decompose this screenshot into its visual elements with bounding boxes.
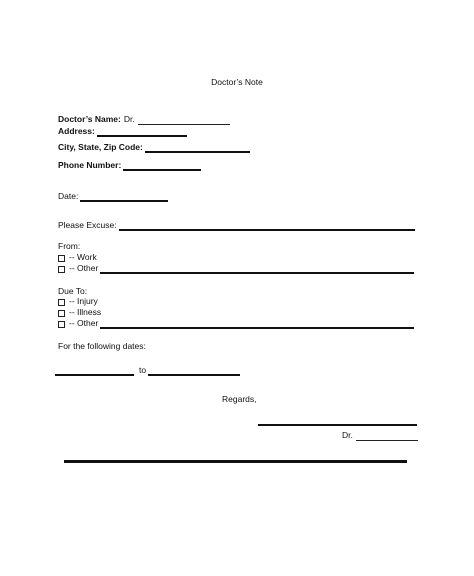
due-to-option-other[interactable] [58, 318, 414, 329]
phone-row [58, 160, 201, 171]
address-label: Address: [58, 126, 95, 136]
please-excuse-field[interactable] [119, 220, 415, 231]
due-to-option-illness-label: -- Illness [69, 307, 102, 317]
from-label: From: [58, 241, 81, 251]
due-to-label: Due To: [58, 286, 88, 296]
dr-name-field[interactable] [356, 431, 418, 441]
start-date-field[interactable] [55, 365, 134, 376]
following-dates-row [58, 341, 146, 352]
city-state-zip-field[interactable] [145, 142, 250, 153]
city-state-zip-label: City, State, Zip Code: [58, 142, 143, 152]
end-date-field[interactable] [148, 365, 240, 376]
dr-label: Dr. [342, 430, 353, 440]
regards-label: Regards, [222, 394, 257, 404]
document-title: Doctor’s Note [211, 77, 263, 87]
phone-field[interactable] [123, 160, 201, 171]
from-row [58, 241, 80, 252]
date-row [58, 191, 168, 202]
from-other-checkbox[interactable] [58, 266, 65, 273]
dr-signature-row [342, 430, 418, 441]
doctor-name-label: Doctor’s Name: [58, 114, 121, 124]
due-other-checkbox[interactable] [58, 321, 65, 328]
city-state-zip-row [58, 142, 250, 153]
to-label: to [139, 365, 147, 375]
please-excuse-label: Please Excuse: [58, 220, 117, 230]
date-label: Date: [58, 191, 79, 201]
illness-checkbox[interactable] [58, 310, 65, 317]
injury-checkbox[interactable] [58, 299, 65, 306]
address-field[interactable] [97, 126, 187, 137]
from-option-other[interactable] [58, 263, 414, 274]
following-dates-label: For the following dates: [58, 341, 146, 351]
please-excuse-row [58, 220, 415, 231]
signature-line[interactable] [258, 424, 417, 426]
doctor-name-row [58, 114, 230, 125]
from-other-field[interactable] [100, 263, 414, 274]
from-option-other-label: -- Other [69, 263, 99, 273]
due-to-option-injury-label: -- Injury [69, 296, 98, 306]
due-to-option-illness[interactable] [58, 307, 101, 318]
bottom-divider [64, 460, 407, 463]
doctor-name-field[interactable] [138, 115, 230, 125]
phone-label: Phone Number: [58, 160, 122, 170]
work-checkbox[interactable] [58, 255, 65, 262]
due-to-option-injury[interactable] [58, 296, 98, 307]
due-to-option-other-label: -- Other [69, 318, 99, 328]
date-range-row [55, 365, 240, 376]
doctor-name-prefix: Dr. [123, 114, 135, 124]
due-other-field[interactable] [100, 318, 414, 329]
date-field[interactable] [80, 191, 168, 202]
from-option-work[interactable] [58, 252, 97, 263]
from-option-work-label: -- Work [69, 252, 97, 262]
address-row [58, 126, 187, 137]
